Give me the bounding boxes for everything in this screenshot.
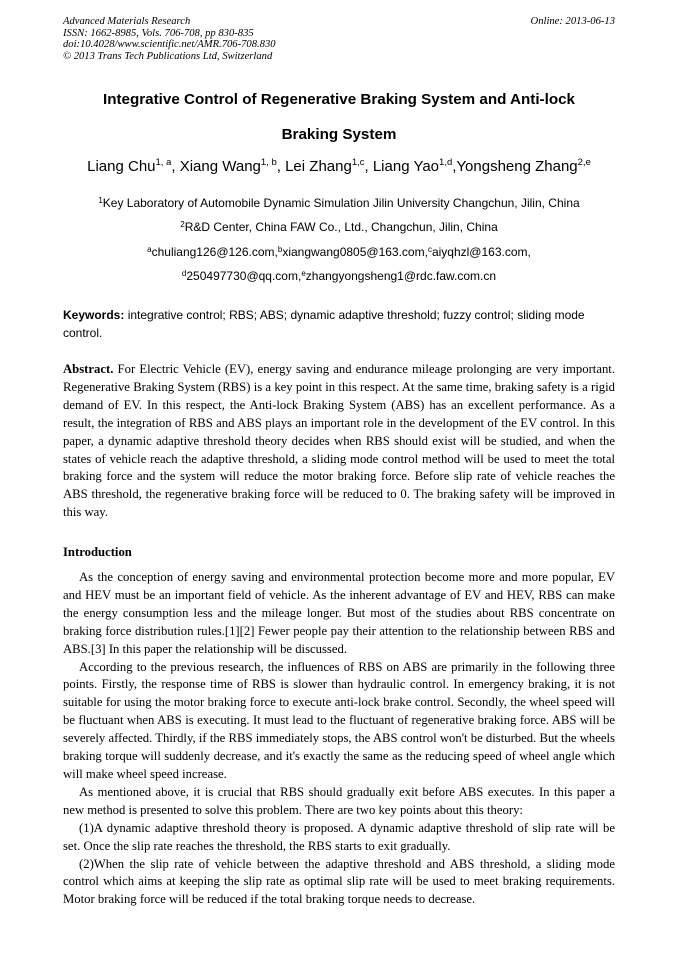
author-name: Xiang Wang xyxy=(179,158,261,175)
abstract-label: Abstract. xyxy=(63,362,114,376)
author-name: Liang Chu xyxy=(87,158,156,175)
abstract xyxy=(63,361,615,522)
author-name: Lei Zhang xyxy=(285,158,352,175)
affiliation-sup: 1 xyxy=(98,196,103,205)
paragraph: As the conception of energy saving and environmental protection become more and more popular, EV and HEV must be an important field of vehicle. As the inherent advantage of EV and HEV, RBS can make the energy consumption less and the mileage longer. But most of the studies about RBS concentrate on braking force distribution rules.[1][2] Fewer people pay their attention to the relationship between RBS and ABS.[3] In this paper the relationship will be discussed. xyxy=(63,570,615,656)
keywords xyxy=(63,307,615,342)
email-sup: b xyxy=(277,245,283,254)
affiliation-1 xyxy=(40,196,638,210)
paper-title-line2: Braking System xyxy=(281,126,397,143)
email-sup: e xyxy=(301,269,306,278)
email-link[interactable]: chuliang126@126.com, xyxy=(151,245,278,259)
keywords-label: Keywords: xyxy=(63,308,125,322)
author-sep: , xyxy=(276,158,286,175)
author-sup: 1, b xyxy=(260,157,277,168)
email-sup: d xyxy=(181,269,187,278)
affiliation-text: Key Laboratory of Automobile Dynamic Simulation Jilin University Changchun, Jilin, China xyxy=(102,196,580,210)
email-line-1 xyxy=(40,245,638,259)
copyright-line: © 2013 Trans Tech Publications Ltd, Switzerland xyxy=(63,50,273,62)
email-line-2 xyxy=(40,269,638,283)
section-heading-introduction: Introduction xyxy=(63,545,132,559)
email-link[interactable]: xiangwang0805@163.com, xyxy=(282,245,428,259)
author-sep: , xyxy=(364,158,373,175)
introduction-body xyxy=(63,569,615,909)
keywords-text: integrative control; RBS; ABS; dynamic adaptive threshold; fuzzy control; sliding mode control. xyxy=(63,308,585,340)
doi-line: doi:10.4028/www.scientific.net/AMR.706-708.830 xyxy=(63,39,276,51)
author-sup: 1,d xyxy=(439,157,453,168)
email-sup: c xyxy=(427,245,432,254)
affiliation-sup: 2 xyxy=(180,220,185,229)
author-sup: 2,e xyxy=(577,157,591,168)
author-sep: , xyxy=(452,158,457,175)
affiliation-2 xyxy=(40,220,638,234)
issn-line: ISSN: 1662-8985, Vols. 706-708, pp 830-835 xyxy=(63,27,254,39)
affiliation-text: R&D Center, China FAW Co., Ltd., Changchun, Jilin, China xyxy=(184,220,498,234)
email-link[interactable]: zhangyongsheng1@rdc.faw.com.cn xyxy=(305,269,497,283)
paragraph: According to the previous research, the influences of RBS on ABS are primarily in the following three points. Firstly, the response time of RBS is slower than hydraulic control. In emergency braking, it is not suitable for using the motor braking force to execute anti-lock brake control. Secondly, the wheel speed will be fluctuant when ABS is executing. It must lead to the fluctuant of regenerative braking force. ABS will be severely affected. Thirdly, if the RBS immediately stops, the ABS control won't be disturbed. But the wheels braking torque will suddenly decrease, and it's exactly the same as the reducing speed of wheel angle which will make wheel speed increase. xyxy=(63,659,615,781)
paragraph: (2)When the slip rate of vehicle between the adaptive threshold and ABS threshold, a sliding mode control which aims at keeping the slip rate as optimal slip rate will be used to meet braking requirements. Motor braking force will be reduced if the total braking torque needs to decrease. xyxy=(63,856,615,907)
journal-name: Advanced Materials Research xyxy=(63,16,191,27)
online-date: Online: 2013-06-13 xyxy=(530,16,615,27)
author-sep: , xyxy=(171,158,180,175)
paper-title-line1: Integrative Control of Regenerative Braking System and Anti-lock xyxy=(102,91,576,108)
author-name: Yongsheng Zhang xyxy=(456,158,578,175)
abstract-text: For Electric Vehicle (EV), energy saving and endurance mileage prolonging are very important. Regenerative Braking System (RBS) is a key point in this respect. At the same time, braking safety is a rigid demand of EV. In this respect, the Anti-lock Braking System (ABS) has an excellent performance. As a result, the integration of RBS and ABS plays an important role in the development of the EV control. In this paper, a dynamic adaptive threshold theory decides when RBS should exist will be studied, and when the states of vehicle reach the adaptive threshold, a sliding mode control method will be used to meet the total braking force and the system will reduce the motor braking force. Before slip rate of vehicle reaches the ABS threshold, the regenerative braking force will be reduced to 0. The braking safety will be improved in this way. xyxy=(63,362,615,520)
email-link[interactable]: aiyqhzl@163.com, xyxy=(431,245,531,259)
journal-header xyxy=(63,16,276,62)
author-name: Liang Yao xyxy=(372,158,440,175)
paragraph: (1)A dynamic adaptive threshold theory is proposed. A dynamic adaptive threshold of slip rate will be set. Once the slip rate reaches the threshold, the RBS starts to exit gradually. xyxy=(63,820,615,853)
paragraph: As mentioned above, it is crucial that RBS should gradually exit before ABS executes. In this paper a new method is presented to solve this problem. There are two key points about this theory: xyxy=(63,784,615,817)
author-sup: 1,c xyxy=(351,157,365,168)
email-sup: a xyxy=(147,245,152,254)
email-link[interactable]: 250497730@qq.com, xyxy=(186,269,302,283)
author-list xyxy=(40,158,638,175)
author-sup: 1, a xyxy=(155,157,172,168)
